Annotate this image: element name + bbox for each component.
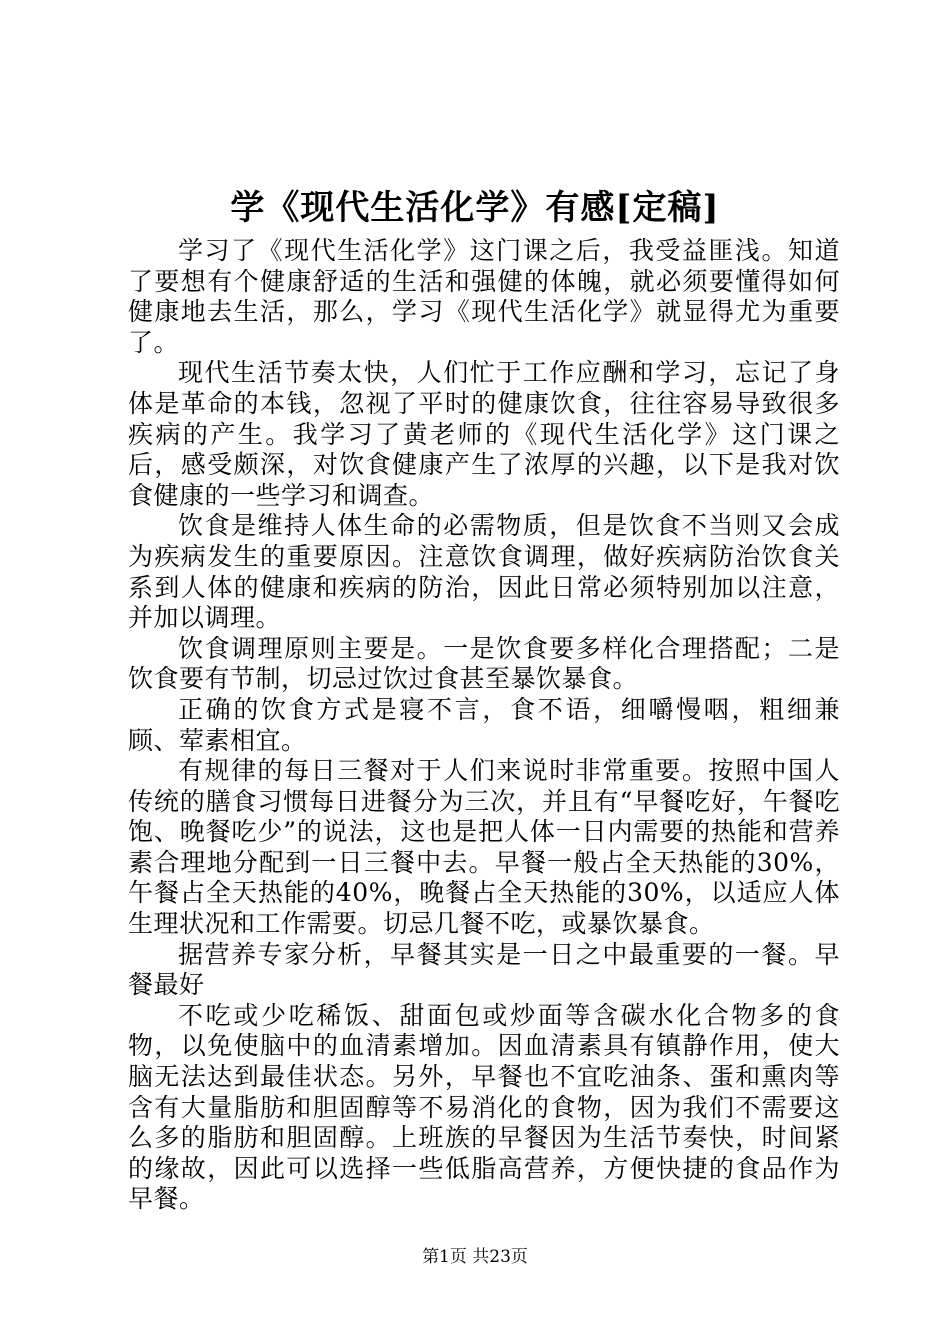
paragraph-3: 饮食是维持人体生命的必需物质，但是饮食不当则又会成为疾病发生的重要原因。注意饮食调理，做好疾病防治饮食关系到人体的健康和疾病的防治，因此日常必须特别加以注意，并加以调理。 — [128, 511, 840, 633]
document-title: 学《现代生活化学》有感[定稿] — [230, 188, 720, 228]
document-body — [128, 236, 840, 1215]
paragraph-1: 学习了《现代生活化学》这门课之后，我受益匪浅。知道了要想有个健康舒适的生活和强健的体魄，就必须要懂得如何健康地去生活，那么，学习《现代生活化学》就显得尤为重要了。 — [128, 236, 840, 357]
paragraph-4: 饮食调理原则主要是。一是饮食要多样化合理搭配；二是饮食要有节制，切忌过饮过食甚至暴饮暴食。 — [128, 633, 840, 694]
page-footer: 第1页 共23页 — [422, 1247, 528, 1267]
paragraph-8: 不吃或少吃稀饭、甜面包或炒面等含碳水化合物多的食物，以免使脑中的血清素增加。因血清素具有镇静作用，使大脑无法达到最佳状态。另外，早餐也不宜吃油条、蛋和熏肉等含有大量脂肪和胆固醇等不易消化的食物，因为我们不需要这么多的脂肪和胆固醇。上班族的早餐因为生活节奏快，时间紧的缘故，因此可以选择一些低脂高营养，方便快捷的食品作为早餐。 — [128, 1000, 840, 1214]
paragraph-5: 正确的饮食方式是寝不言，食不语，细嚼慢咽，粗细兼顾、荤素相宜。 — [128, 694, 840, 755]
paragraph-2: 现代生活节奏太快，人们忙于工作应酬和学习，忘记了身体是革命的本钱，忽视了平时的健康饮食，往往容易导致很多疾病的产生。我学习了黄老师的《现代生活化学》这门课之后，感受颇深，对饮食健康产生了浓厚的兴趣，以下是我对饮食健康的一些学习和调查。 — [128, 358, 840, 510]
paragraph-6: 有规律的每日三餐对于人们来说时非常重要。按照中国人传统的膳食习惯每日进餐分为三次，并且有“早餐吃好，午餐吃饱、晚餐吃少”的说法，这也是把人体一日内需要的热能和营养素合理地分配到一日三餐中去。早餐一般占全天热能的30%，午餐占全天热能的40%，晚餐占全天热能的30%，以适应人体生理状况和工作需要。切忌几餐不吃，或暴饮暴食。 — [128, 756, 840, 939]
paragraph-7: 据营养专家分析，早餐其实是一日之中最重要的一餐。早餐最好 — [128, 939, 840, 1000]
